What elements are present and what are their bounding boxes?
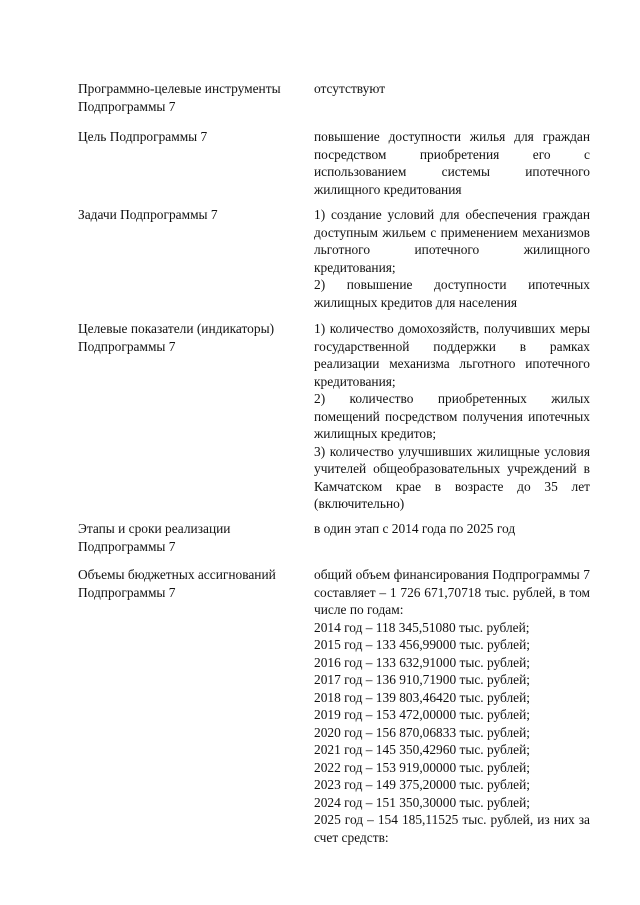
- row-value: [314, 566, 590, 846]
- row-value: отсутствуют: [314, 81, 386, 96]
- budget-year: 2019 год – 153 472,00000 тыс. рублей;: [314, 707, 531, 722]
- budget-year: 2021 год – 145 350,42960 тыс. рублей;: [314, 742, 531, 757]
- row-label: Задачи Подпрограммы 7: [78, 207, 218, 222]
- row-value: [314, 320, 590, 513]
- row-label: Этапы и сроки реализации Подпрограммы 7: [78, 521, 231, 554]
- row-value: в один этап с 2014 года по 2025 год: [314, 521, 516, 536]
- row-label: Целевые показатели (индикаторы) Подпрограммы 7: [78, 321, 275, 354]
- row-label: Объемы бюджетных ассигнований Подпрограммы 7: [78, 567, 276, 600]
- budget-year: 2023 год – 149 375,20000 тыс. рублей;: [314, 777, 531, 792]
- indicator-item: 3) количество улучшивших жилищные условия учителей общеобразовательных учреждений в Камчатском крае в возрасте до 35 лет (включительно): [314, 443, 590, 511]
- budget-year: 2020 год – 156 870,06833 тыс. рублей;: [314, 724, 531, 740]
- row-value: [314, 206, 590, 311]
- indicator-item: 2) количество приобретенных жилых помещений посредством получения ипотечных жилищных кредитов;: [314, 391, 590, 441]
- budget-year: 2018 год – 139 803,46420 тыс. рублей;: [314, 689, 531, 705]
- budget-intro: общий объем финансирования Подпрограммы 7 составляет – 1 726 671,70718 тыс. рублей, в том числе по годам:: [314, 567, 590, 617]
- row-value: повышение доступности жилья для граждан посредством приобретения его с использованием системы ипотечного жилищного кредитования: [314, 129, 590, 197]
- row-label: Цель Подпрограммы 7: [78, 129, 208, 144]
- indicator-item: 1) количество домохозяйств, получивших меры государственной поддержки в рамках реализации механизма льготного ипотечного кредитования;: [314, 321, 590, 389]
- row-label: Программно-целевые инструменты Подпрограммы 7: [78, 81, 281, 114]
- budget-year: 2024 год – 151 350,30000 тыс. рублей;: [314, 794, 531, 810]
- budget-year: 2014 год – 118 345,51080 тыс. рублей;: [314, 619, 530, 635]
- budget-year: 2017 год – 136 910,71900 тыс. рублей;: [314, 672, 531, 687]
- budget-year: 2015 год – 133 456,99000 тыс. рублей;: [314, 637, 531, 652]
- task-item: 2) повышение доступности ипотечных жилищных кредитов для населения: [314, 277, 590, 310]
- budget-tail: 2025 год – 154 185,11525 тыс. рублей, из них за счет средств:: [314, 812, 590, 845]
- task-item: 1) создание условий для обеспечения граждан доступным жильем с применением механизмов льготного ипотечного жилищного кредитования;: [314, 207, 590, 275]
- budget-year: 2016 год – 133 632,91000 тыс. рублей;: [314, 654, 531, 670]
- budget-year: 2022 год – 153 919,00000 тыс. рублей;: [314, 759, 531, 775]
